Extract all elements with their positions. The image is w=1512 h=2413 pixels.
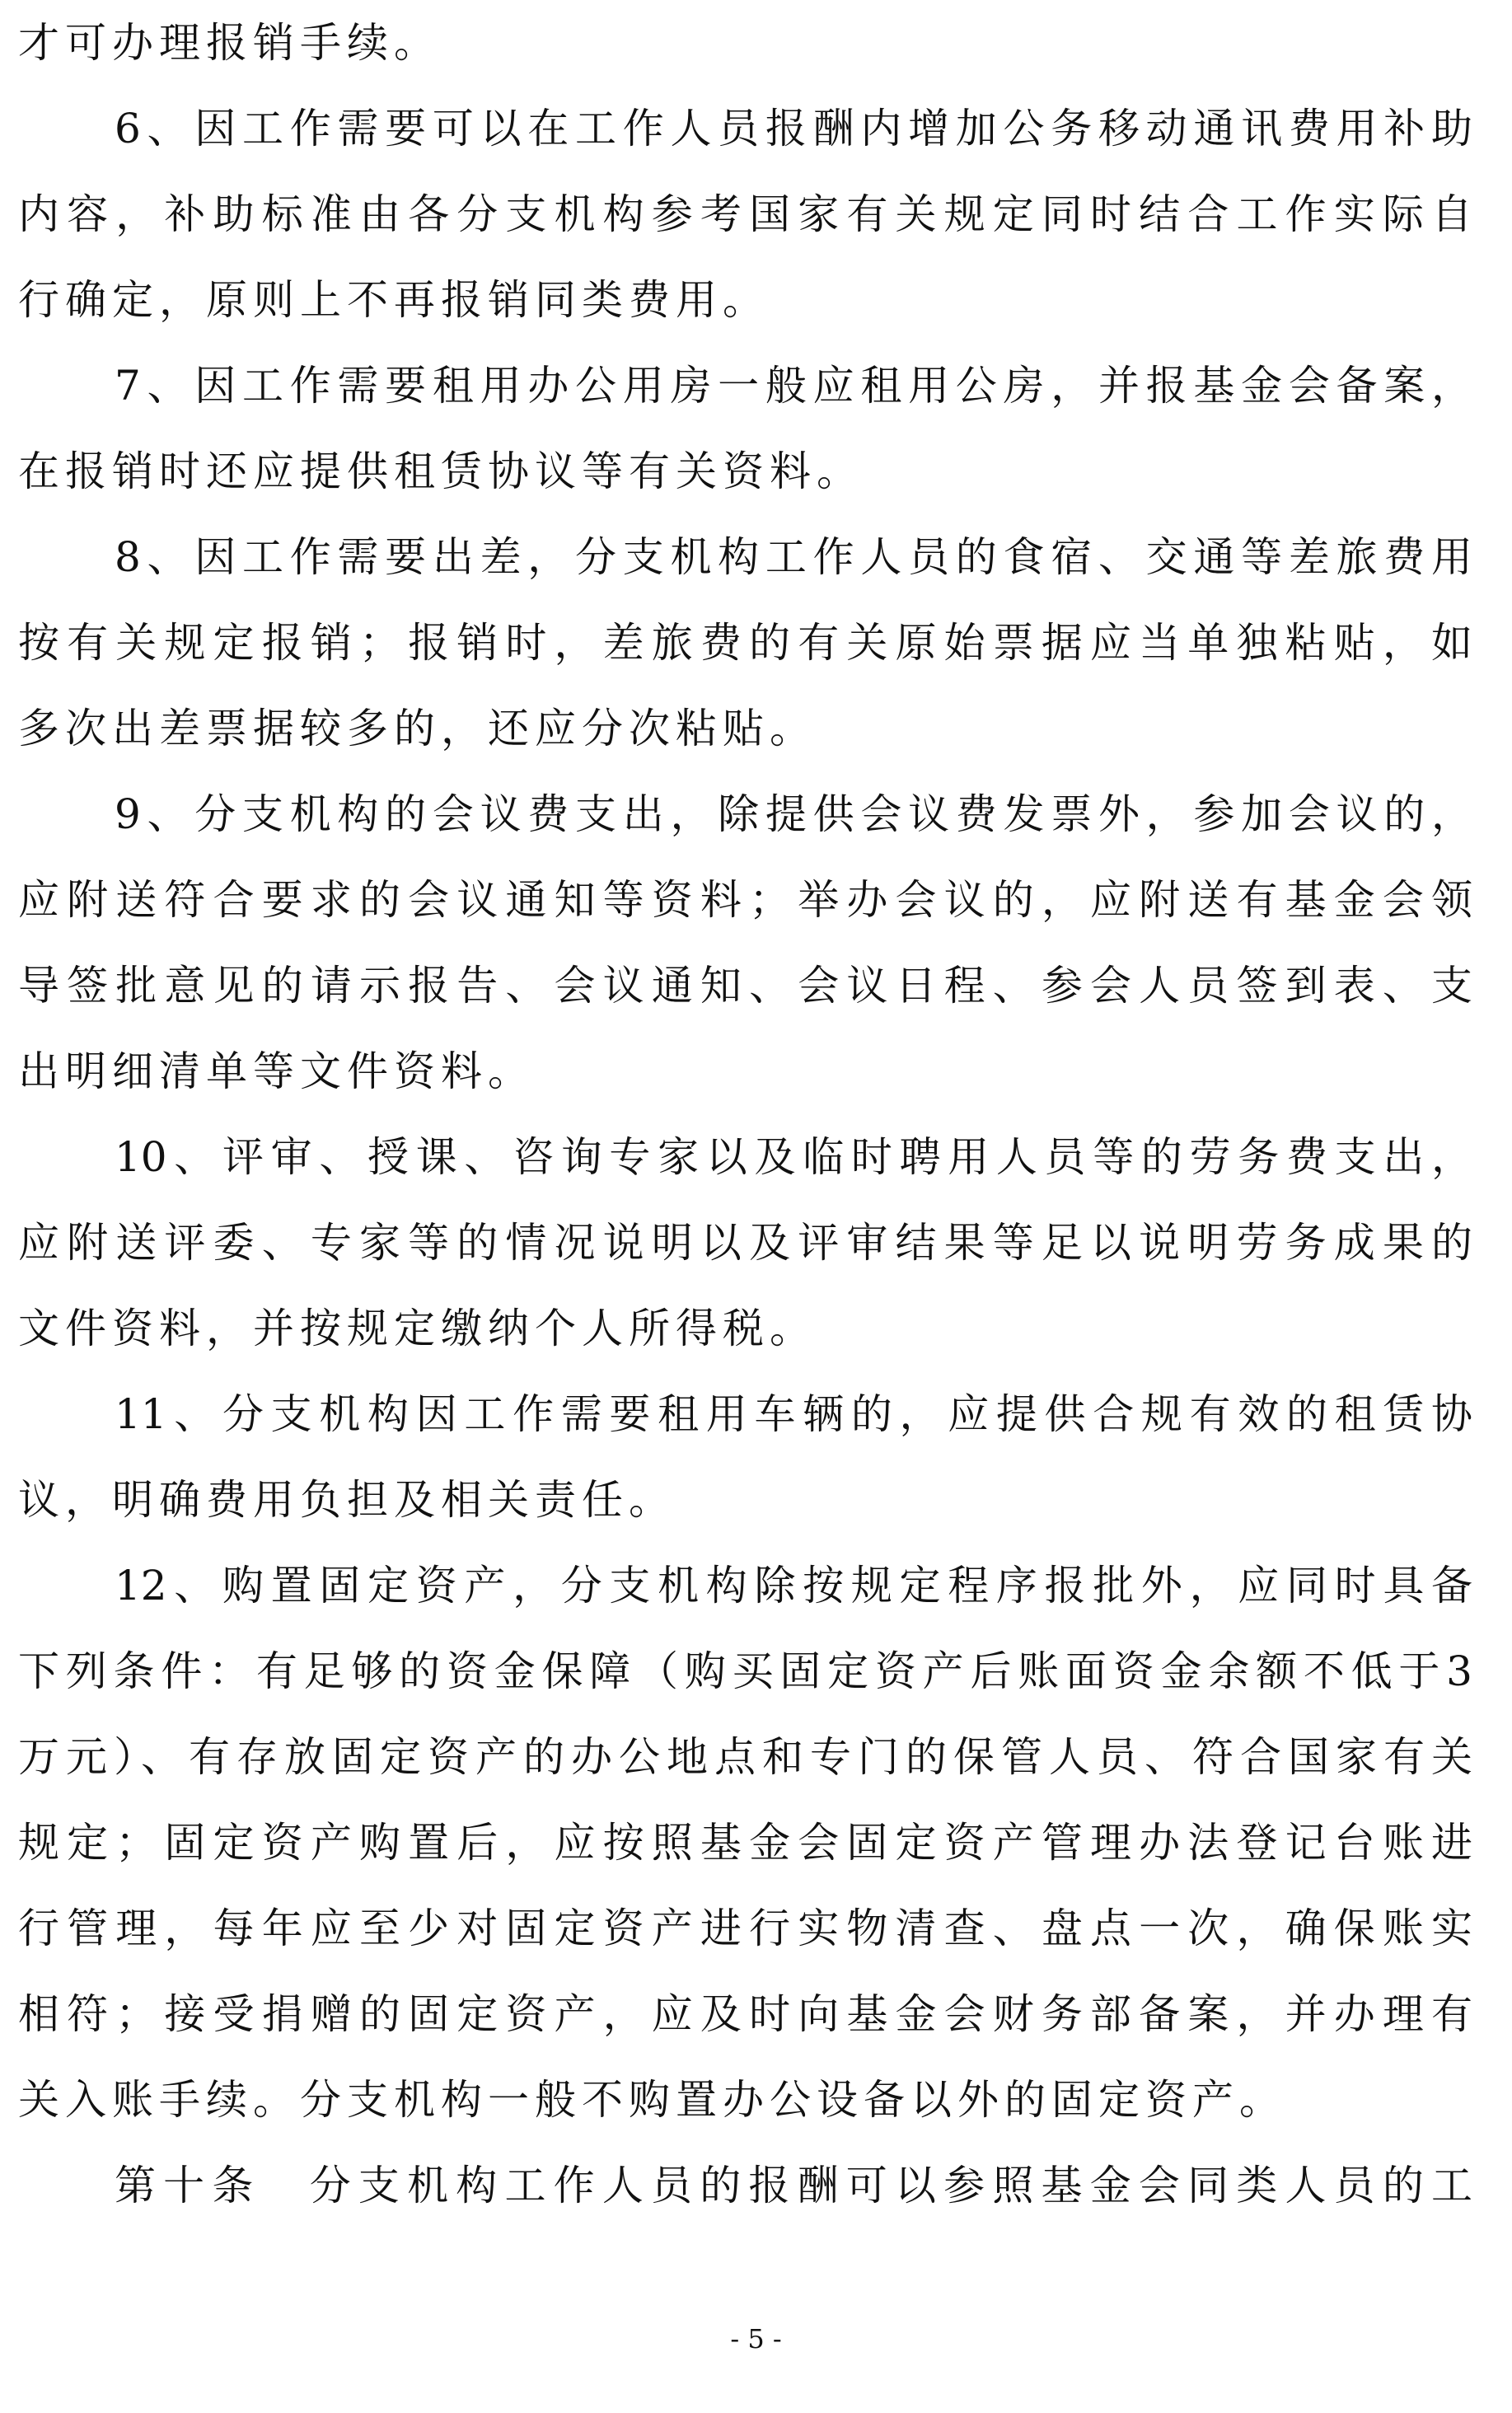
text-line: 在报销时还应提供租赁协议等有关资料。 (18, 447, 864, 495)
text-line: 第十条 分支机构工作人员的报酬可以参照基金会同类人员的工 (115, 2162, 1472, 2209)
text-line: 应附送评委、专家等的情况说明以及评审结果等足以说明劳务成果的 (18, 1219, 1472, 1267)
text-line: 相符；接受捐赠的固定资产，应及时向基金会财务部备案，并办理有 (18, 1990, 1472, 2038)
body-text (18, 0, 1472, 2228)
text-line: 9、分支机构的会议费支出，除提供会议费发票外，参加会议的， (115, 790, 1472, 838)
clause-item-7 (18, 343, 1472, 514)
text-line: 议，明确费用负担及相关责任。 (18, 1476, 676, 1524)
clause-item-8 (18, 514, 1472, 771)
article-10 (18, 2143, 1472, 2228)
text-line: 内容，补助标准由各分支机构参考国家有关规定同时结合工作实际自 (18, 190, 1472, 238)
text-line: 应附送符合要求的会议通知等资料；举办会议的，应附送有基金会领 (18, 876, 1472, 924)
text-line: 7、因工作需要租用办公用房一般应租用公房，并报基金会备案， (115, 362, 1472, 410)
text-line: 10、评审、授课、咨询专家以及临时聘用人员等的劳务费支出， (115, 1133, 1472, 1181)
page-number: - 5 - (730, 2323, 782, 2354)
clause-item-12 (18, 1543, 1472, 2143)
text-line: 行管理，每年应至少对固定资产进行实物清查、盘点一次，确保账实 (18, 1905, 1472, 1952)
text-line: 万元）、有存放固定资产的办公地点和专门的保管人员、符合国家有关 (18, 1733, 1472, 1781)
clause-item-11 (18, 1371, 1472, 1543)
text-line: 多次出差票据较多的，还应分次粘贴。 (18, 705, 817, 752)
paragraph-continuation (18, 0, 1472, 86)
text-line: 才可办理报销手续。 (18, 19, 441, 67)
text-line: 出明细清单等文件资料。 (18, 1047, 535, 1095)
text-line: 6、因工作需要可以在工作人员报酬内增加公务移动通讯费用补助 (115, 105, 1472, 152)
text-line: 12、购置固定资产，分支机构除按规定程序报批外，应同时具备 (115, 1562, 1472, 1609)
text-line: 按有关规定报销；报销时，差旅费的有关原始票据应当单独粘贴，如 (18, 619, 1472, 667)
text-line: 下列条件：有足够的资金保障（购买固定资产后账面资金余额不低于3 (18, 1647, 1472, 1695)
text-line: 文件资料，并按规定缴纳个人所得税。 (18, 1305, 817, 1352)
clause-item-6 (18, 86, 1472, 343)
text-line: 8、因工作需要出差，分支机构工作人员的食宿、交通等差旅费用 (115, 533, 1472, 581)
clause-item-10 (18, 1114, 1472, 1371)
text-line: 关入账手续。分支机构一般不购置办公设备以外的固定资产。 (18, 2076, 1286, 2124)
text-line: 行确定，原则上不再报销同类费用。 (18, 276, 770, 324)
text-line: 11、分支机构因工作需要租用车辆的，应提供合规有效的租赁协 (115, 1390, 1472, 1438)
text-line: 规定；固定资产购置后，应按照基金会固定资产管理办法登记台账进 (18, 1819, 1472, 1867)
text-line: 导签批意见的请示报告、会议通知、会议日程、参会人员签到表、支 (18, 962, 1472, 1010)
clause-item-9 (18, 771, 1472, 1114)
